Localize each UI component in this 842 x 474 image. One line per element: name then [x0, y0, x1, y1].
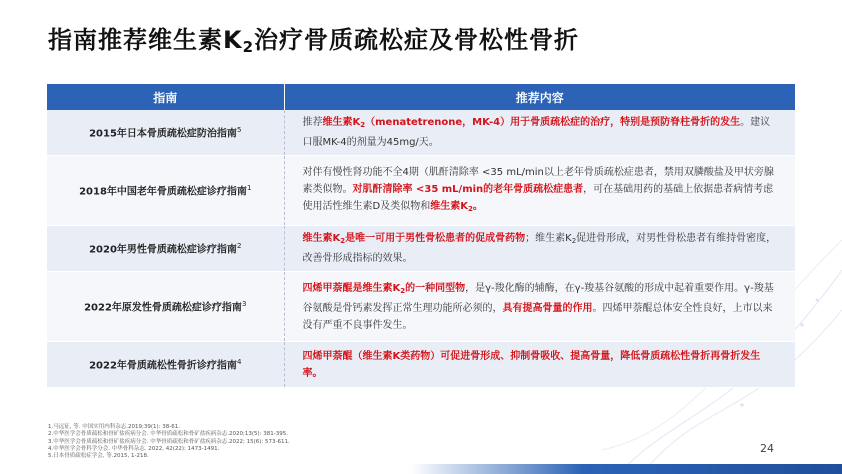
- reference-marker: 2: [236, 242, 242, 251]
- recommendation-content: [284, 226, 795, 272]
- reference-marker: 3: [241, 300, 247, 309]
- reference-marker: 5: [236, 126, 242, 135]
- highlighted-text: 是唯一可用于男性骨松患者的促成骨药物: [345, 233, 526, 244]
- guide-name: [47, 342, 284, 388]
- recommendation-content: [284, 110, 795, 156]
- table-row: [47, 110, 795, 156]
- highlighted-text: 四烯甲萘醌（维生素K类药物）可促进骨形成、抑制骨吸收、提高骨量，降低骨质疏松性骨折再骨折发生率。: [302, 350, 761, 379]
- reference-item: 1.马远征, 等. 中国实用内科杂志.2019;39(1): 38-61.: [48, 424, 180, 430]
- page-number: 24: [760, 442, 774, 455]
- recommendation-content: [284, 272, 795, 342]
- highlighted-text: 2: [360, 121, 366, 129]
- reference-item: 3.中华医学会骨质疏松和骨矿盐疾病分会. 中华骨质疏松和骨矿盐疾病杂志.2022; 15(6): 573-611.: [48, 438, 290, 445]
- highlighted-text: 。: [472, 200, 483, 212]
- guide-name: [47, 226, 284, 272]
- table-row: [47, 342, 795, 388]
- highlighted-text: 的一种同型物: [405, 282, 466, 294]
- guide-label: 2022年骨质疏松性骨折诊疗指南: [89, 360, 237, 372]
- bottom-accent-bar: [410, 464, 842, 474]
- body-text: 。建议口服MK-4的剂量为45mg/天。: [302, 117, 771, 148]
- header-recommendation: 推荐内容: [284, 84, 795, 110]
- highlighted-text: 2: [340, 237, 346, 245]
- body-text: 2: [571, 237, 577, 245]
- recommendation-content: [284, 342, 795, 388]
- highlighted-text: （menatetrenone，MK-4）用于骨质疏松症的治疗，特别是预防脊柱骨折的发生: [365, 117, 741, 128]
- guide-name: [47, 156, 284, 226]
- reference-item: 2.中华医学会骨质疏松和骨矿盐疾病分会. 中华骨质疏松和骨矿盐疾病杂志.2020;13(5): 381-395.: [48, 431, 288, 438]
- reference-marker: 1: [246, 184, 252, 193]
- highlighted-text: 2: [467, 204, 473, 213]
- references: [48, 424, 290, 460]
- reference-item: 4.中华医学会骨科学分会. 中华骨科杂志. 2022, 42(22): 1473-1491.: [48, 445, 220, 452]
- guide-label: 2020年男性骨质疏松症诊疗指南: [89, 244, 237, 256]
- highlighted-text: 维生素K: [430, 200, 468, 212]
- guide-label: 2018年中国老年骨质疏松症诊疗指南: [79, 186, 247, 198]
- table-row: [47, 226, 795, 272]
- guide-name: [47, 110, 284, 156]
- body-text: ；维生素K: [525, 233, 572, 244]
- guideline-table: [47, 84, 795, 388]
- highlighted-text: 2: [400, 286, 406, 295]
- body-text: 促进骨形成，对男性骨松患者有维持骨密度，改善骨形成指标的效果。: [302, 233, 777, 264]
- reference-item: 5.日本骨质疏松症学会, 等.2015, 1-218.: [48, 453, 149, 460]
- body-text: 对伴有慢性肾功能不全4期（肌酐清除率 <35 mL/min以上老年骨质疏松症患者，禁用双膦酸盐及甲状旁腺素类似物。: [302, 166, 774, 195]
- highlighted-text: 对肌酐清除率 <35 mL/min的老年骨质疏松症患者: [352, 183, 584, 195]
- highlighted-text: 维生素K: [302, 233, 341, 244]
- highlighted-text: 四烯甲萘醌是维生素K: [302, 282, 401, 294]
- highlighted-text: 具有提高骨量的作用: [502, 302, 593, 314]
- recommendation-content: [284, 156, 795, 226]
- guide-label: 2015年日本骨质疏松症防治指南: [89, 128, 237, 140]
- body-text: ，是γ-羧化酶的辅酶，在γ-羧基谷氨酸的形成中起着重要作用。γ-羧基谷氨酸是骨钙素发挥正常生理功能所必须的，: [302, 282, 774, 314]
- table-header-row: [47, 84, 795, 110]
- guide-label: 2022年原发性骨质疏松症诊疗指南: [84, 302, 242, 314]
- guide-name: [47, 272, 284, 342]
- header-guide: 指南: [47, 84, 284, 110]
- page-title: 指南推荐维生素$K_2$治疗骨质疏松症及骨松性骨折: [48, 26, 580, 56]
- body-text: 推荐: [302, 117, 323, 128]
- body-text: ，可在基础用药的基础上依据患者病情考虑使用活性维生素D及类似物和: [302, 183, 774, 212]
- body-text: 。四烯甲萘醌总体安全性良好，上市以来没有严重不良事件发生。: [302, 302, 773, 331]
- table-row: [47, 156, 795, 226]
- reference-marker: 4: [236, 358, 242, 367]
- table-row: [47, 272, 795, 342]
- highlighted-text: 维生素K: [322, 117, 361, 128]
